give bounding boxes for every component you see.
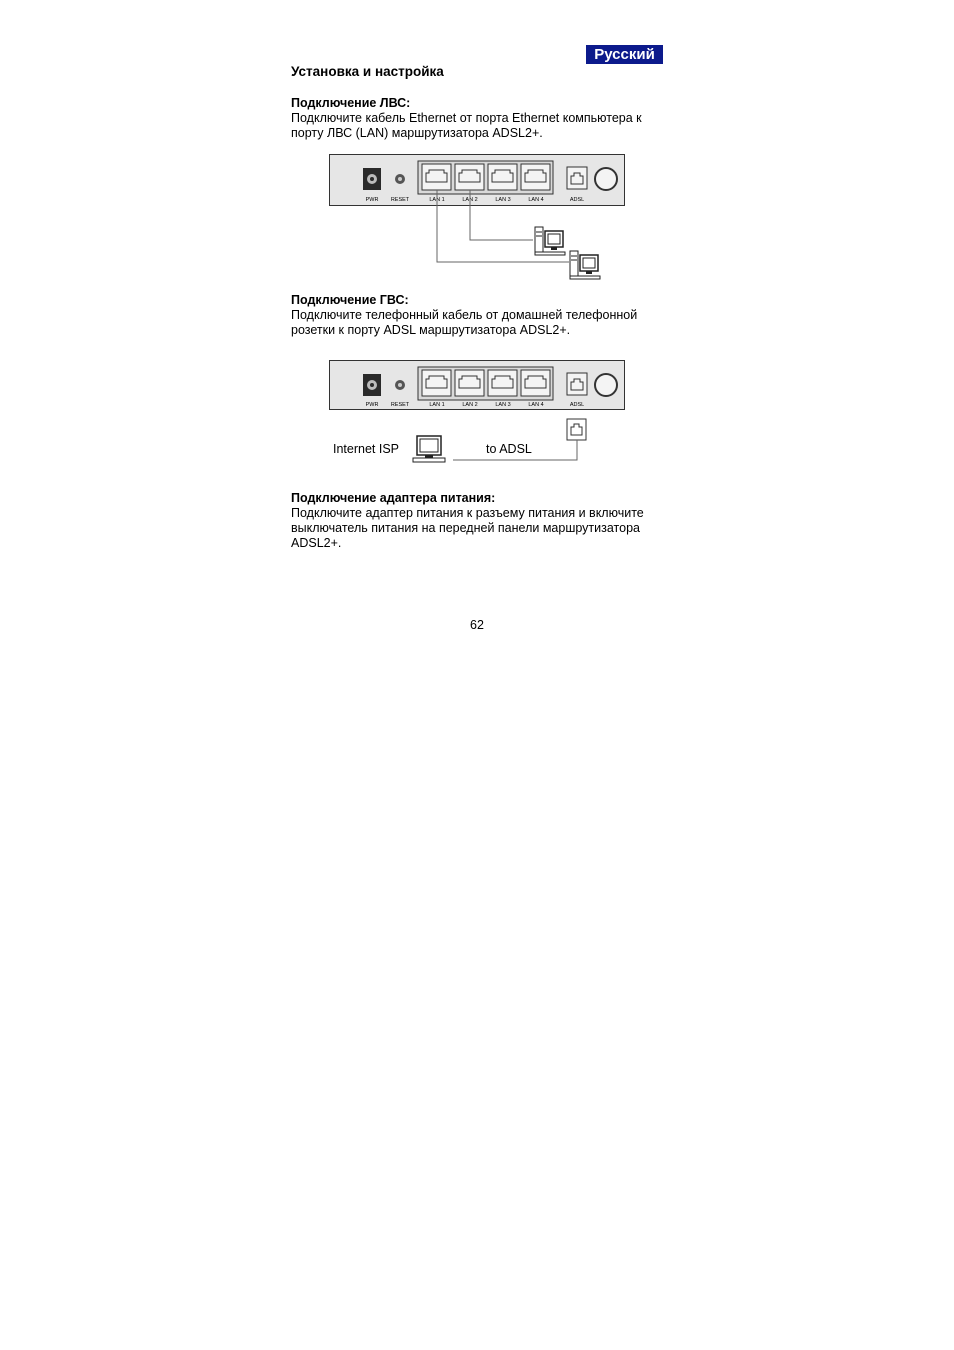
lan-section	[291, 96, 663, 141]
label-lan4: LAN 4	[528, 197, 544, 203]
label-lan4: LAN 4	[528, 402, 544, 408]
wan-section	[291, 293, 663, 338]
label-adsl: ADSL	[569, 197, 585, 203]
power-switch-icon	[595, 374, 617, 396]
label-reset: RESET	[390, 197, 410, 203]
page-number: 62	[470, 618, 484, 632]
lan-text: Подключите кабель Ethernet от порта Ethernet компьютера к порту ЛВС (LAN) маршрутизатора ADSL2+.	[291, 111, 642, 140]
label-lan2: LAN 2	[462, 197, 478, 203]
router-rear-panel	[330, 361, 625, 410]
power-text: Подключите адаптер питания к разъему питания и включите выключатель питания на передней панели маршрутизатора ADSL2+.	[291, 506, 644, 550]
wan-text: Подключите телефонный кабель от домашней телефонной розетки к порту ADSL маршрутизатора ADSL2+.	[291, 308, 638, 337]
label-reset: RESET	[390, 402, 410, 408]
power-heading: Подключение адаптера питания:	[291, 491, 496, 505]
language-badge: Русский	[586, 45, 663, 64]
lan-connection-diagram	[329, 154, 629, 282]
label-pwr: PWR	[365, 402, 379, 408]
power-switch-icon	[595, 168, 617, 190]
wan-connection-diagram	[329, 360, 629, 470]
lan-heading: Подключение ЛВС:	[291, 96, 411, 110]
label-lan3: LAN 3	[495, 402, 511, 408]
phone-jack-icon	[567, 419, 586, 440]
computer-icon	[570, 251, 600, 279]
router-rear-panel	[330, 155, 625, 206]
label-lan1: LAN 1	[429, 402, 445, 408]
label-lan2: LAN 2	[462, 402, 478, 408]
label-lan1: LAN 1	[429, 197, 445, 203]
adsl-port-icon	[567, 373, 587, 395]
label-pwr: PWR	[365, 197, 379, 203]
adsl-port-icon	[567, 167, 587, 189]
label-adsl: ADSL	[569, 402, 585, 408]
computer-icon	[413, 436, 445, 462]
internet-isp-label: Internet ISP	[333, 442, 400, 456]
to-adsl-label: to ADSL	[486, 442, 532, 456]
computer-icon	[535, 227, 565, 255]
wan-heading: Подключение ГВС:	[291, 293, 409, 307]
power-section	[291, 491, 663, 551]
label-lan3: LAN 3	[495, 197, 511, 203]
section-title: Установка и настройка	[291, 64, 444, 79]
